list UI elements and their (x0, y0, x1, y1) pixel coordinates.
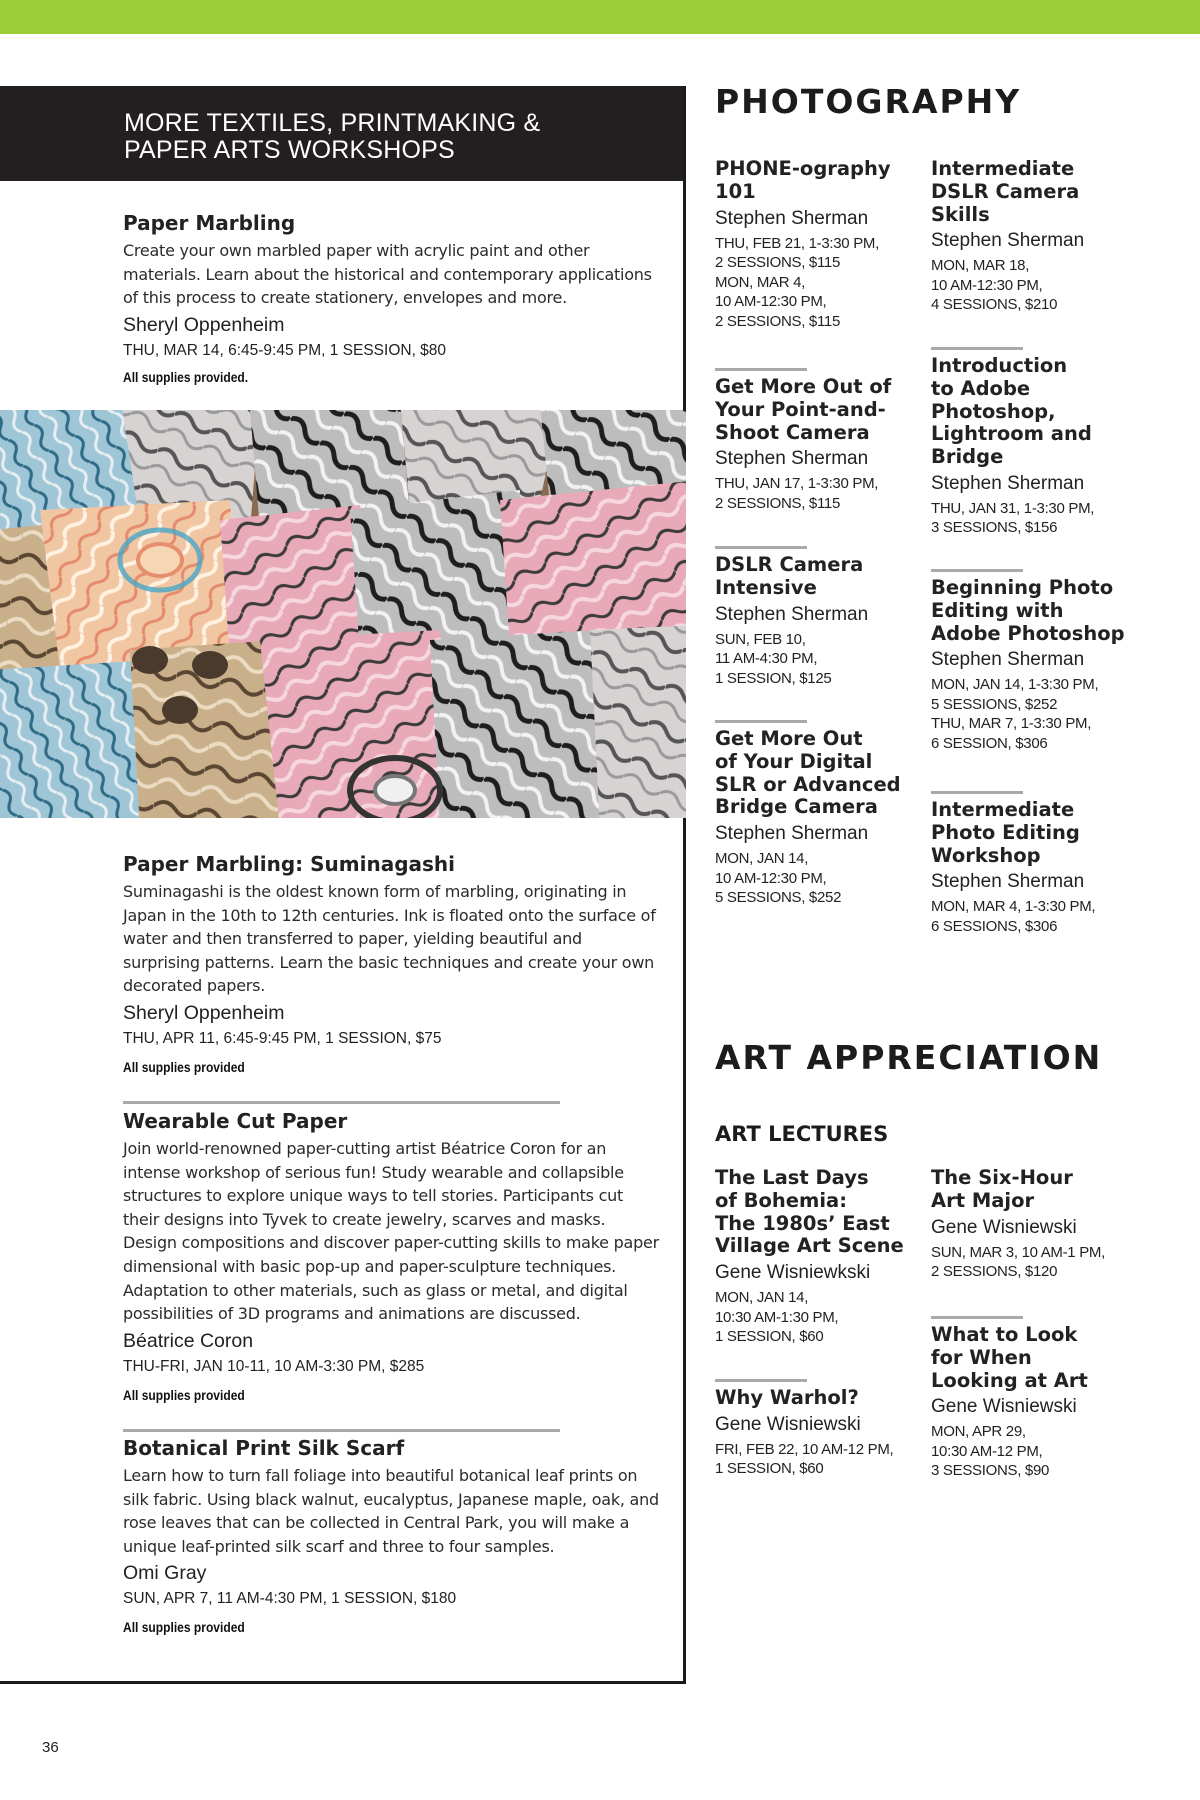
course-schedule: FRI, FEB 22, 10 AM-12 PM, 1 SESSION, $60 (715, 1440, 894, 1478)
course-schedule: THU, JAN 17, 1-3:30 PM, 2 SESSIONS, $115 (715, 475, 879, 512)
course-title: Why Warhol? (715, 1386, 859, 1409)
art-appreciation-heading: ART APPRECIATION (715, 1038, 1103, 1077)
course-instructor: Stephen Sherman (715, 448, 869, 470)
art-lectures-subheading: ART LECTURES (715, 1122, 889, 1146)
course-digital-slr (715, 728, 920, 908)
workshop-schedule: THU, APR 11, 6:45-9:45 PM, 1 SESSION, $75 (123, 1029, 442, 1047)
course-intermediate-dslr (931, 158, 1136, 315)
section-divider (123, 1429, 560, 1432)
course-divider (931, 569, 1023, 572)
course-instructor: Stephen Sherman (715, 823, 869, 845)
course-instructor: Stephen Sherman (715, 207, 869, 229)
course-schedule: MON, MAR 4, 1-3:30 PM, 6 SESSIONS, $306 (931, 898, 1096, 935)
workshop-schedule: THU-FRI, JAN 10-11, 10 AM-3:30 PM, $285 (123, 1357, 425, 1375)
workshop-title: Botanical Print Silk Scarf (123, 1436, 405, 1460)
marbled-paper-image (0, 410, 686, 818)
workshop-note: All supplies provided. (123, 368, 249, 385)
workshop-title: Paper Marbling: Suminagashi (123, 852, 456, 876)
course-divider (715, 1379, 807, 1382)
course-title: DSLR Camera Intensive (715, 553, 864, 599)
course-instructor: Stephen Sherman (931, 472, 1085, 494)
workshop-suminagashi (123, 852, 663, 1077)
course-instructor: Gene Wisniewski (715, 1413, 861, 1435)
panel-header (0, 86, 683, 181)
course-title: Get More Out of Your Point-and- Shoot Camera (715, 375, 892, 444)
workshop-wearable-cut-paper (123, 1109, 663, 1405)
top-accent-bar (0, 0, 1200, 34)
workshop-description: Learn how to turn fall foliage into beautiful botanical leaf prints on silk fabric. Using black walnut, eucalyptus, Japanese maple, oak, and rose leaves that can be collected in Central Park, you will make a unique leaf-printed silk scarf and three to four samples. (123, 1466, 659, 1556)
course-instructor: Gene Wisniewski (931, 1396, 1077, 1418)
course-title: Get More Out of Your Digital SLR or Advanced Bridge Camera (715, 727, 901, 819)
course-point-and-shoot (715, 376, 920, 513)
course-title: What to Look for When Looking at Art (931, 1323, 1088, 1392)
workshop-botanical-print-silk-scarf (123, 1436, 663, 1637)
course-what-to-look-for (931, 1324, 1136, 1481)
course-instructor: Stephen Sherman (931, 871, 1085, 893)
panel-header-title: MORE TEXTILES, PRINTMAKING & PAPER ARTS WORKSHOPS (124, 109, 541, 164)
course-why-warhol (715, 1387, 920, 1479)
course-divider (715, 720, 807, 723)
workshop-note: All supplies provided (123, 1058, 245, 1075)
course-instructor: Gene Wisniewkski (715, 1262, 871, 1284)
course-intro-photoshop (931, 355, 1136, 538)
course-instructor: Gene Wisniewski (931, 1216, 1077, 1238)
course-title: Introduction to Adobe Photoshop, Lightroom and Bridge (931, 354, 1092, 469)
workshop-title: Paper Marbling (123, 211, 296, 235)
marbled-paper-photo (0, 410, 686, 818)
workshop-note: All supplies provided (123, 1619, 245, 1636)
course-dslr-intensive (715, 554, 920, 688)
photography-heading: PHOTOGRAPHY (715, 82, 1022, 121)
course-schedule: THU, FEB 21, 1-3:30 PM, 2 SESSIONS, $115 MON, MAR 4, 10 AM-12:30 PM, 2 SESSIONS, $115 (715, 234, 879, 330)
course-schedule: MON, JAN 14, 10 AM-12:30 PM, 5 SESSIONS, $252 (715, 850, 842, 907)
workshop-schedule: THU, MAR 14, 6:45-9:45 PM, 1 SESSION, $80 (123, 341, 447, 359)
course-divider (931, 1316, 1023, 1319)
workshop-description: Suminagashi is the oldest known form of marbling, originating in Japan in the 10th to 12th centuries. Ink is floated onto the surface of water and then transferred to paper, yielding beautiful and surprising patterns. Learn the basic techniques and create your own decorated papers. (123, 882, 656, 996)
course-last-days-of-bohemia (715, 1167, 920, 1347)
course-title: Intermediate Photo Editing Workshop (931, 798, 1080, 867)
workshop-instructor: Omi Gray (123, 1562, 207, 1585)
workshop-instructor: Sheryl Oppenheim (123, 313, 285, 336)
course-title: PHONE-ography 101 (715, 157, 891, 203)
course-six-hour-art-major (931, 1167, 1136, 1282)
course-divider (931, 347, 1023, 350)
course-schedule: MON, JAN 14, 1-3:30 PM, 5 SESSIONS, $252 THU, MAR 7, 1-3:30 PM, 6 SESSION, $306 (931, 676, 1099, 752)
workshop-description: Join world-renowned paper-cutting artist Béatrice Coron for an intense workshop of serious fun! Study wearable and collapsible structures to explore unique ways to tell stories. Participants cut their designs into Tyvek to create jewelry, scarves and masks. Design compositions and discover paper-cutting skills to make paper dimensional with basic pop-up and paper-sculpture techniques. Adaptation to other materials, such as glass or metal, and digital possibilities of 3D programs and animations are discussed. (123, 1139, 659, 1324)
course-schedule: SUN, FEB 10, 11 AM-4:30 PM, 1 SESSION, $125 (715, 630, 832, 687)
workshop-title: Wearable Cut Paper (123, 1109, 348, 1133)
workshop-instructor: Béatrice Coron (123, 1329, 254, 1352)
course-title: The Last Days of Bohemia: The 1980s’ East Village Art Scene (715, 1166, 904, 1258)
course-schedule: SUN, MAR 3, 10 AM-1 PM, 2 SESSIONS, $120 (931, 1243, 1105, 1281)
course-beginning-photo-editing (931, 577, 1136, 753)
course-divider (715, 546, 807, 549)
workshop-note: All supplies provided (123, 1386, 245, 1403)
course-instructor: Stephen Sherman (931, 230, 1085, 252)
workshop-schedule: SUN, APR 7, 11 AM-4:30 PM, 1 SESSION, $180 (123, 1590, 457, 1608)
course-instructor: Stephen Sherman (931, 649, 1085, 671)
workshop-description: Create your own marbled paper with acrylic paint and other materials. Learn about the historical and contemporary applications of this process to create stationery, envelopes and more. (123, 241, 652, 308)
course-instructor: Stephen Sherman (715, 603, 869, 625)
course-intermediate-photo-editing (931, 799, 1136, 936)
course-schedule: MON, JAN 14, 10:30 AM-1:30 PM, 1 SESSION, $60 (715, 1289, 839, 1346)
page-number: 36 (42, 1739, 59, 1756)
course-schedule: THU, JAN 31, 1-3:30 PM, 3 SESSIONS, $156 (931, 499, 1095, 537)
workshop-instructor: Sheryl Oppenheim (123, 1001, 285, 1024)
course-title: Intermediate DSLR Camera Skills (931, 157, 1080, 226)
course-title: The Six-Hour Art Major (931, 1166, 1073, 1212)
course-schedule: MON, MAR 18, 10 AM-12:30 PM, 4 SESSIONS, $210 (931, 257, 1058, 314)
course-divider (715, 368, 807, 371)
workshop-paper-marbling (123, 211, 663, 387)
section-divider (123, 1101, 560, 1104)
course-phoneography (715, 158, 920, 331)
course-title: Beginning Photo Editing with Adobe Photoshop (931, 576, 1125, 645)
course-schedule: MON, APR 29, 10:30 AM-12 PM, 3 SESSIONS, $90 (931, 1423, 1050, 1480)
course-divider (931, 791, 1023, 794)
